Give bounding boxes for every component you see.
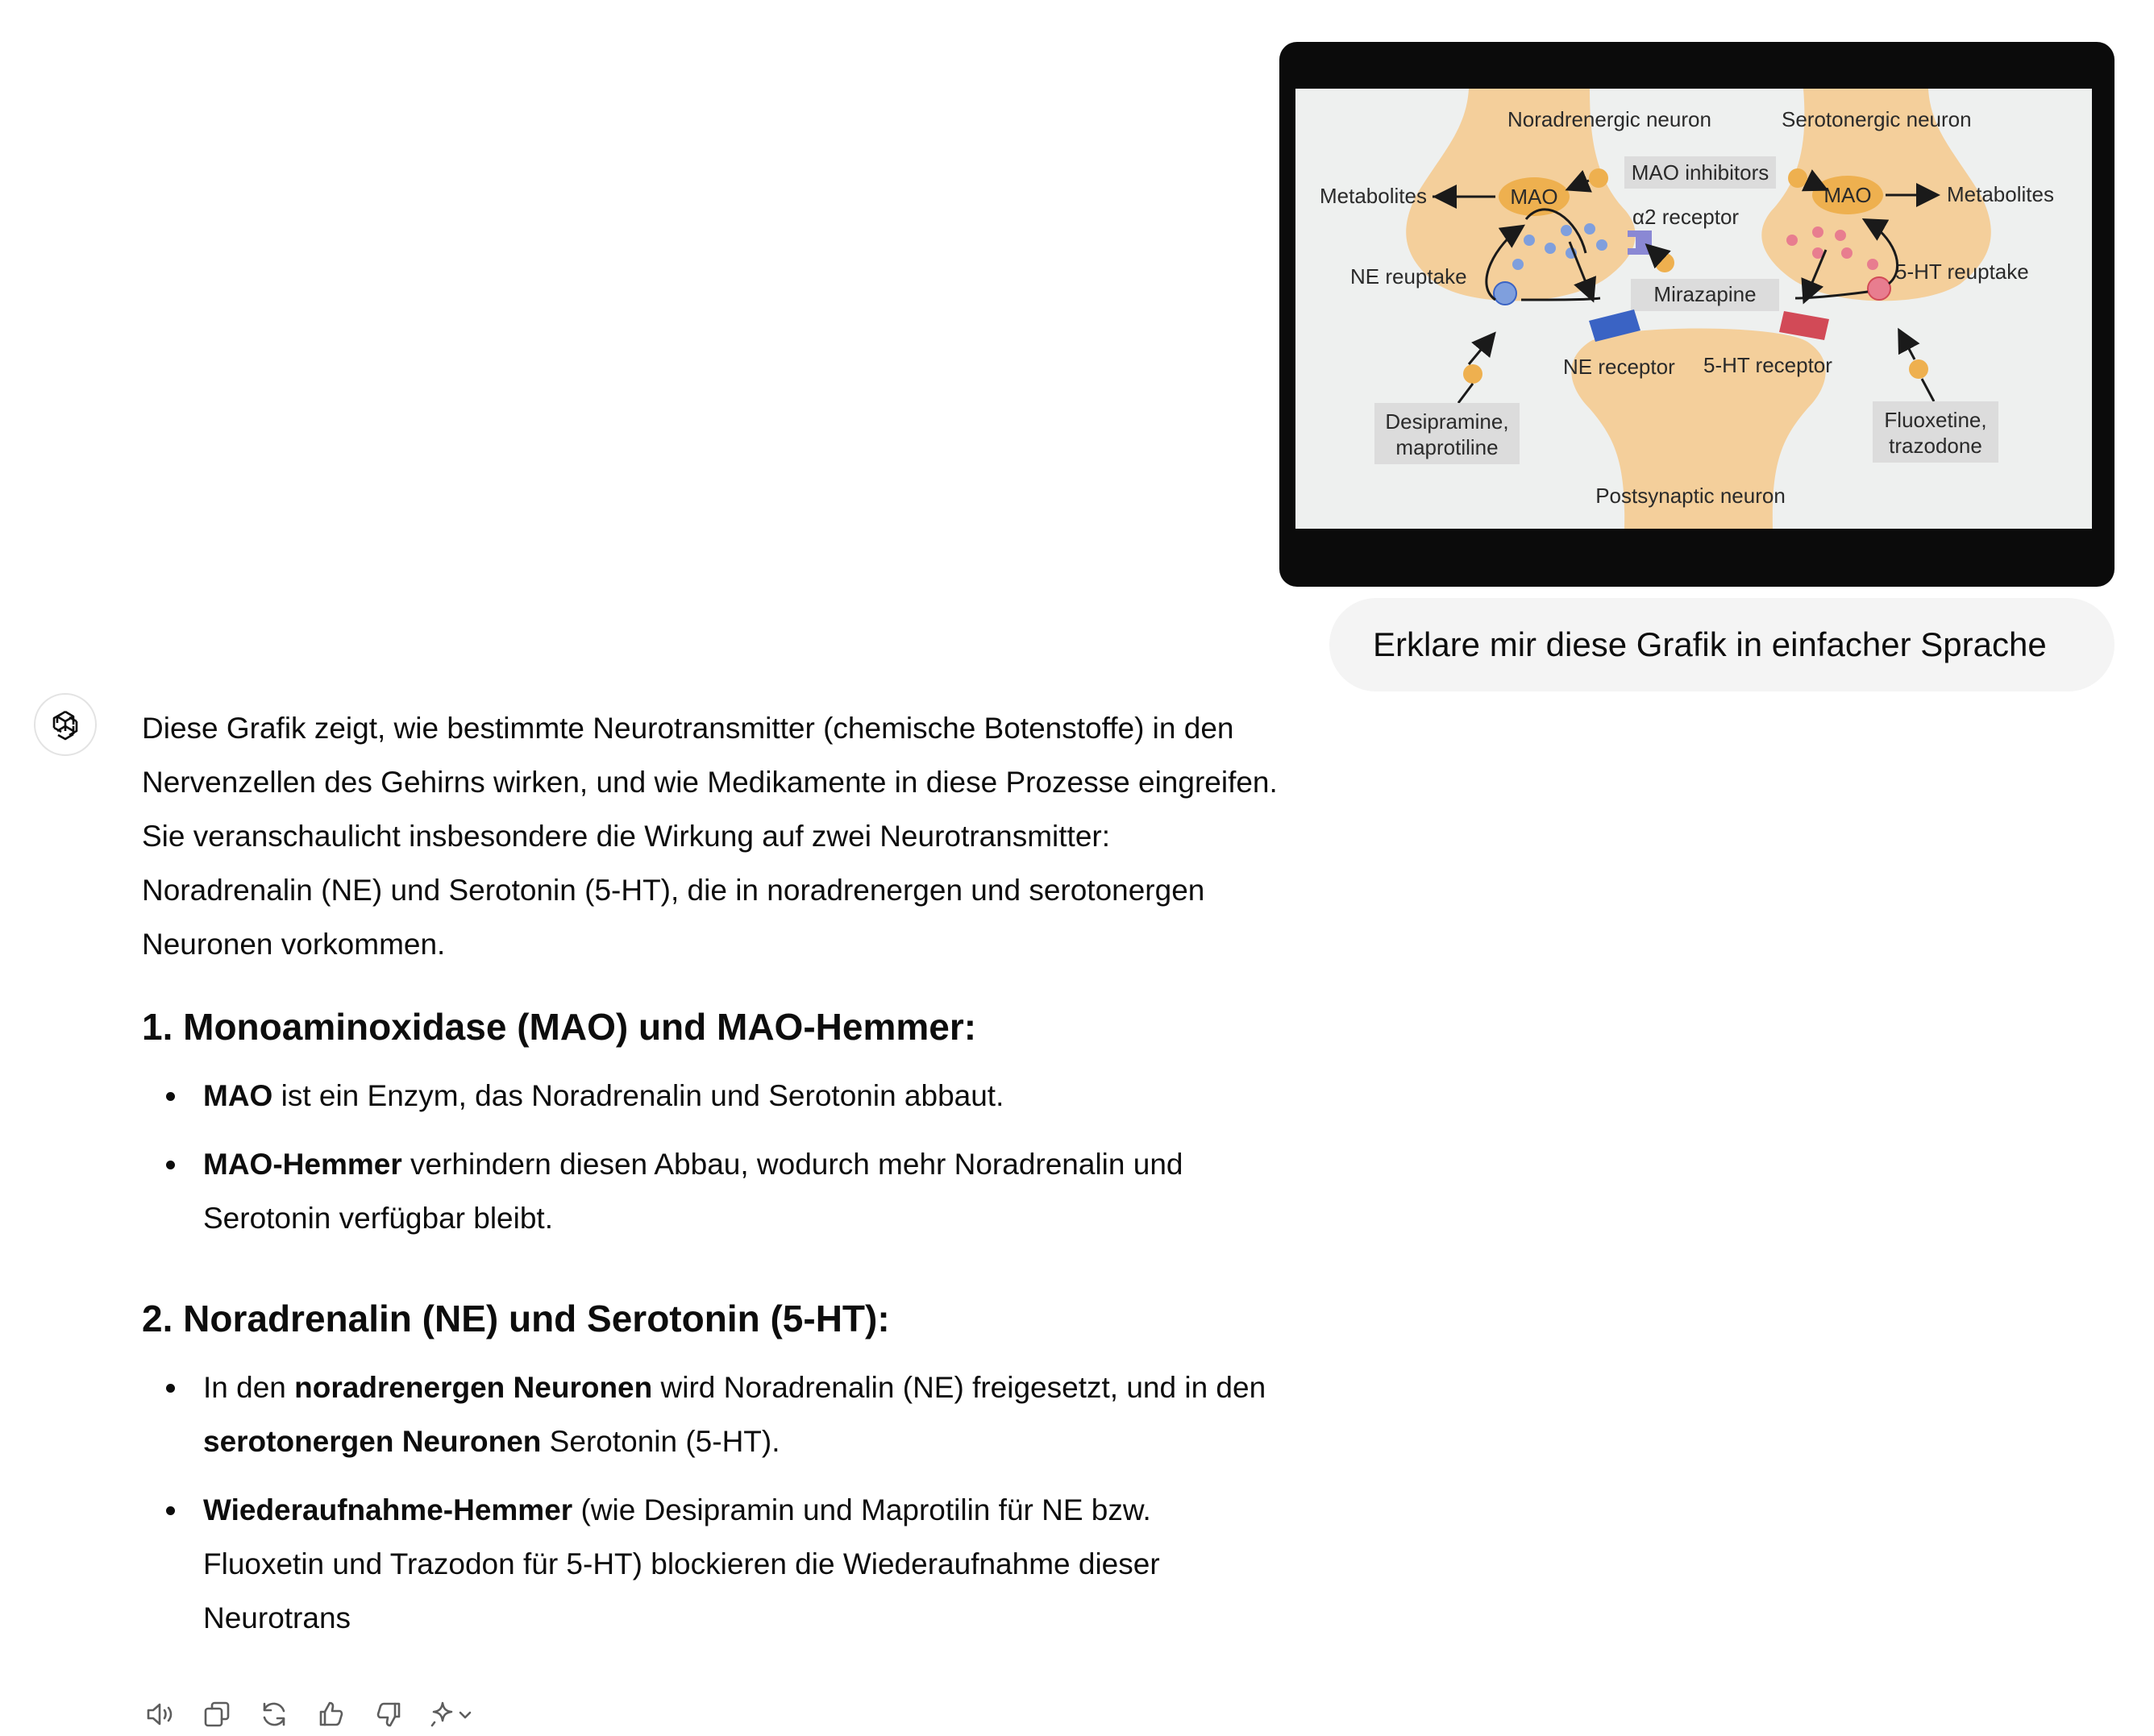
regenerate-icon [258,1698,290,1730]
label-mirazapine: Mirazapine [1653,282,1757,306]
label-metabolites-right: Metabolites [1947,182,2054,206]
minus-badge-mao-right [1788,168,1807,188]
section-heading-ne-5ht: 2. Noradrenalin (NE) und Serotonin (5-HT): [142,1298,890,1339]
minus-badge-fluoxetine [1909,359,1928,379]
minus-badge-mirazapine [1655,253,1674,272]
list-item-text: verhindern diesen Abbau, wodurch mehr Noradrenalin und Serotonin verfügbar bleibt. [203,1148,1183,1235]
label-noradrenergic-neuron: Noradrenergic neuron [1507,107,1711,131]
minus-badge-desipramine [1463,364,1482,384]
label-trazodone: trazodone [1889,434,1982,458]
thumbs-up-button[interactable] [314,1697,349,1732]
list-item-text: (wie Desipramin und Maprotilin für NE bzw. Fluoxetin und Trazodon für 5-HT) blockieren die Wiederaufnahme dieser Neurotrans [203,1493,1160,1634]
uploaded-image[interactable] [1279,42,2114,587]
label-5ht-receptor: 5-HT receptor [1703,353,1832,377]
label-fluoxetine: Fluoxetine, [1884,408,1987,432]
label-metabolites-left: Metabolites [1320,184,1427,208]
label-mao-right: MAO [1823,183,1872,207]
speaker-icon [143,1698,176,1730]
list-item-text: Serotonin (5-HT). [541,1425,780,1458]
model-switch-button[interactable] [428,1697,484,1732]
bold-term: serotonergen Neuronen [203,1425,542,1458]
label-postsynaptic-neuron: Postsynaptic neuron [1595,484,1786,508]
label-5ht-reuptake: 5-HT reuptake [1895,260,2029,284]
bold-term: noradrenergen Neuronen [294,1371,653,1404]
copy-button[interactable] [199,1697,235,1732]
bold-term: Wiederaufnahme-Hemmer [203,1493,573,1526]
bold-term: MAO-Hemmer [203,1148,402,1181]
label-ne-receptor: NE receptor [1563,355,1675,379]
list-ne-5ht [142,1360,1279,1645]
label-mao-inhibitors: MAO inhibitors [1631,160,1769,185]
section-heading-mao: 1. Monoaminoxidase (MAO) und MAO-Hemmer: [142,1006,977,1048]
regenerate-button[interactable] [256,1697,292,1732]
list-item [142,1360,1279,1468]
label-a2-receptor: α2 receptor [1632,205,1740,229]
list-item-text: ist ein Enzym, das Noradrenalin und Serotonin abbaut. [272,1079,1004,1112]
list-item [142,1137,1279,1245]
ne-transporter [1494,282,1516,305]
answer-intro: Diese Grafik zeigt, wie bestimmte Neurotransmitter (chemische Botenstoffe) in den Nervenzellen des Gehirns wirken, und wie Medikamente in diese Prozesse eingreifen. Sie veranschaulicht insbesondere die Wirkung auf zwei Neurotransmitter: Noradrenalin (NE) und Serotonin (5-HT), die in noradrenergen und serotonergen Neuronen vorkommen. [142,712,1278,961]
message-action-bar [142,1692,506,1736]
minus-badge-mao-left [1589,168,1608,188]
serotonin-transporter [1868,277,1890,300]
list-item [142,1069,1279,1123]
assistant-message [142,701,1279,1645]
thumbs-down-button[interactable] [371,1697,406,1732]
user-message-bubble [1329,598,2114,691]
label-mao-left: MAO [1510,185,1558,209]
list-item [142,1483,1279,1645]
neurotransmitter-diagram [1279,42,2114,587]
sparkle-icon [432,1703,451,1726]
label-serotonergic-neuron: Serotonergic neuron [1782,107,1972,131]
list-mao [142,1069,1279,1245]
label-ne-reuptake: NE reuptake [1350,264,1467,289]
copy-icon [201,1698,233,1730]
read-aloud-button[interactable] [142,1697,177,1732]
chevron-down-icon [460,1713,470,1717]
thumbs-down-icon [372,1698,405,1730]
user-message-text: Erklare mir diese Grafik in einfacher Sprache [1373,625,2047,663]
list-item-text: In den [203,1371,295,1404]
thumbs-up-icon [315,1698,347,1730]
openai-logo-icon [48,707,83,742]
list-item-text: wird Noradrenalin (NE) freigesetzt, und in den [652,1371,1266,1404]
assistant-avatar [34,693,97,756]
bold-term: MAO [203,1079,273,1112]
label-maprotiline: maprotiline [1395,435,1499,459]
label-desipramine: Desipramine, [1385,409,1509,434]
